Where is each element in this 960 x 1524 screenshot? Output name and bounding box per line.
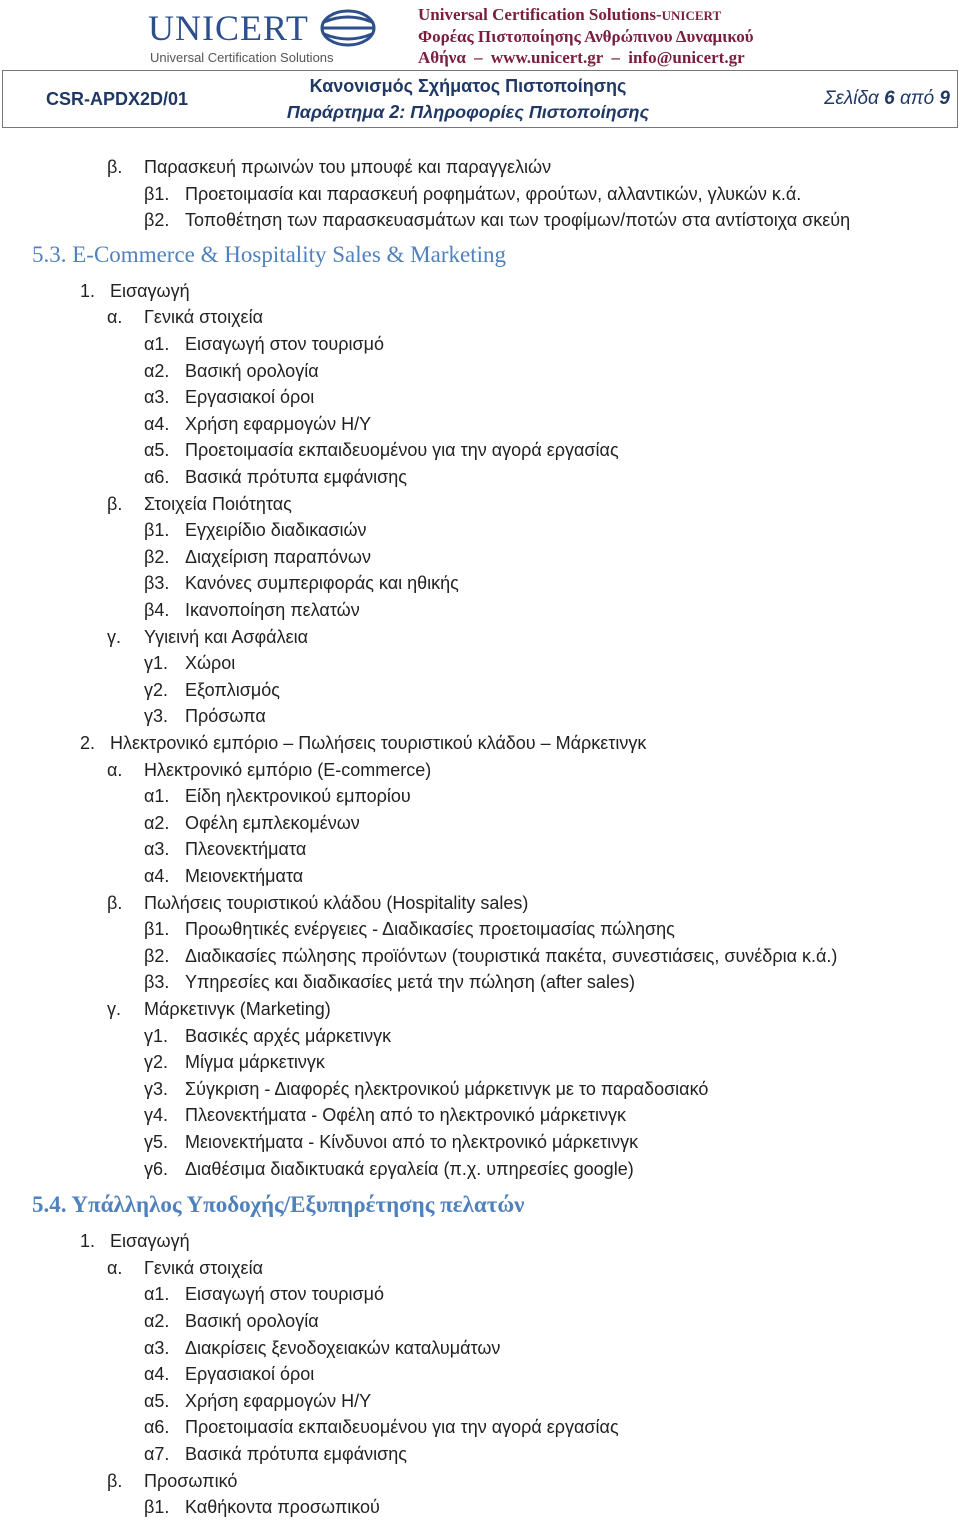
logo-wordmark: UNICERT <box>148 8 309 48</box>
outline-item <box>144 358 319 384</box>
outline-item-label: γ. <box>107 999 122 1019</box>
outline-item <box>144 597 360 623</box>
outline-item-label: α5. <box>144 440 170 461</box>
outline-item-text: Διακρίσεις ξενοδοχειακών καταλυμάτων <box>185 1337 501 1358</box>
outline-item <box>80 730 646 756</box>
outline-item-text: Μειονεκτήματα <box>185 866 304 886</box>
outline-item-label: β3. <box>144 573 170 594</box>
section-heading: 5.4. Υπάλληλος Υποδοχής/Εξυπηρέτησης πελατών <box>32 1192 525 1218</box>
outline-item-text: Προωθητικές ενέργειες - Διαδικασίες προετοιμασίας πώλησης <box>185 919 675 940</box>
outline-item-text: Βασικές αρχές μάρκετινγκ <box>185 1025 392 1046</box>
outline-item <box>80 278 190 304</box>
outline-item-text: Προσωπικό <box>144 1470 238 1491</box>
outline-item <box>107 304 263 330</box>
outline-item <box>144 411 371 437</box>
page-of: από <box>900 88 935 109</box>
outline-item <box>144 1414 619 1440</box>
outline-item-label: α7. <box>144 1444 170 1464</box>
outline-item-label: γ1. <box>144 1025 169 1046</box>
outline-item <box>144 1281 384 1307</box>
outline-item-label: α2. <box>144 360 170 381</box>
outline-item-text: Εισαγωγή στον τουρισμό <box>185 334 385 354</box>
org-email-link[interactable]: info@unicert.gr <box>628 48 745 67</box>
outline-item <box>144 464 407 490</box>
outline-item-text: Τοποθέτηση των παρασκευασμάτων και των τροφίμων/ποτών στα αντίστοιχα σκεύη <box>185 210 851 231</box>
outline-item <box>144 943 837 969</box>
globe-icon <box>318 8 378 48</box>
outline-item <box>144 1361 314 1387</box>
outline-item <box>107 154 551 180</box>
outline-item <box>144 650 235 676</box>
outline-item-text: Μειονεκτήματα - Κίνδυνοι από το ηλεκτρονικό μάρκετινγκ <box>185 1132 639 1152</box>
org-info <box>418 4 754 68</box>
outline-item-label: β. <box>107 157 123 177</box>
outline-item-text: Παρασκευή πρωινών του μπουφέ και παραγγελιών <box>144 157 552 177</box>
outline-item-text: Βασικά πρότυπα εμφάνισης <box>185 1444 407 1464</box>
outline-item <box>144 207 850 233</box>
outline-item-label: α. <box>107 307 123 328</box>
outline-item <box>107 757 431 783</box>
outline-item-text: Ηλεκτρονικό εμπόριο – Πωλήσεις τουριστικού κλάδου – Μάρκετινγκ <box>110 733 647 753</box>
outline-item-label: α3. <box>144 839 170 860</box>
doc-title-block <box>238 73 698 125</box>
outline-item <box>107 491 292 517</box>
page-indicator <box>824 73 950 125</box>
outline-item-text: Υπηρεσίες και διαδικασίες μετά την πώληση (after sales) <box>185 972 635 993</box>
outline-item-label: α1. <box>144 786 170 807</box>
outline-item-text: Πλεονεκτήματα <box>185 839 307 860</box>
outline-item <box>144 1335 500 1361</box>
outline-item-label: γ2. <box>144 1052 169 1073</box>
outline-item-text: Ικανοποίηση πελατών <box>185 600 360 620</box>
outline-item-label: β2. <box>144 210 170 231</box>
outline-item-text: Γενικά στοιχεία <box>144 1257 263 1278</box>
outline-item <box>144 783 411 809</box>
outline-item <box>107 890 528 916</box>
page-word: Σελίδα <box>824 88 879 109</box>
org-website-link[interactable]: www.unicert.gr <box>490 48 604 67</box>
outline-item-text: Διαθέσιμα διαδικτυακά εργαλεία (π.χ. υπηρεσίες google) <box>185 1158 634 1179</box>
outline-item-label: β. <box>107 1470 123 1491</box>
outline-item-label: γ4. <box>144 1105 169 1126</box>
outline-item <box>144 1441 407 1467</box>
outline-item-text: Κανόνες συμπεριφοράς και ηθικής <box>185 573 459 594</box>
outline-item <box>144 1023 391 1049</box>
outline-item-label: α6. <box>144 467 170 487</box>
outline-item-text: Βασική ορολογία <box>185 1311 319 1331</box>
outline-item <box>144 331 384 357</box>
outline-item <box>144 810 360 836</box>
outline-item-text: Εισαγωγή <box>110 1231 190 1252</box>
org-name-line <box>418 4 754 26</box>
outline-item-label: γ1. <box>144 653 169 674</box>
outline-item <box>144 1388 371 1414</box>
outline-item-text: Εισαγωγή <box>110 280 190 301</box>
outline-item-text: Χρήση εφαρμογών Η/Υ <box>185 413 372 434</box>
org-city: Αθήνα <box>418 48 466 67</box>
outline-item-label: β. <box>107 493 123 514</box>
outline-item-text: Πρόσωπα <box>185 706 266 727</box>
outline-item-label: γ3. <box>144 706 169 727</box>
outline-item-label: γ3. <box>144 1078 169 1099</box>
outline-item <box>144 437 619 463</box>
logo-tagline: Universal Certification Solutions <box>150 50 334 65</box>
outline-item-text: Εξοπλισμός <box>185 679 280 700</box>
outline-item-text: Εισαγωγή στον τουρισμό <box>185 1284 385 1305</box>
outline-item-text: Καθήκοντα προσωπικού <box>185 1497 380 1518</box>
org-name: Universal Certification Solutions- <box>418 5 662 24</box>
outline-item-label: α3. <box>144 1337 170 1358</box>
outline-item <box>144 863 303 889</box>
outline-item-label: γ. <box>107 626 122 647</box>
outline-item-text: Σύγκριση - Διαφορές ηλεκτρονικού μάρκετινγκ με το παραδοσιακό <box>185 1078 709 1099</box>
outline-item <box>144 677 280 703</box>
outline-item-label: α4. <box>144 1364 170 1385</box>
doc-title: Κανονισμός Σχήματος Πιστοποίησης <box>309 76 627 96</box>
outline-item-text: Χώροι <box>185 653 236 674</box>
outline-item <box>144 1156 634 1182</box>
outline-item-text: Εγχειρίδιο διαδικασιών <box>185 520 367 541</box>
outline-item <box>144 1102 626 1128</box>
outline-item-label: γ5. <box>144 1132 169 1152</box>
doc-code: CSR-APDX2D/01 <box>45 89 189 109</box>
outline-item <box>144 181 801 207</box>
outline-item-label: 2. <box>80 733 96 753</box>
outline-item-label: α2. <box>144 812 170 833</box>
outline-item-text: Μάρκετινγκ (Marketing) <box>144 999 331 1019</box>
outline-item-label: α4. <box>144 413 170 434</box>
outline-item <box>144 517 367 543</box>
outline-item-label: α5. <box>144 1390 170 1411</box>
section-heading: 5.3. E-Commerce & Hospitality Sales & Marketing <box>32 241 506 267</box>
outline-item-label: β1. <box>144 1497 170 1518</box>
outline-item-text: Γενικά στοιχεία <box>144 307 263 328</box>
outline-item <box>144 1494 380 1520</box>
outline-item-label: β3. <box>144 972 170 993</box>
outline-item-text: Πλεονεκτήματα - Οφέλη από το ηλεκτρονικό μάρκετινγκ <box>185 1105 626 1126</box>
outline-item <box>144 1308 319 1334</box>
outline-item-text: Βασικά πρότυπα εμφάνισης <box>185 467 407 487</box>
outline-item <box>144 916 675 942</box>
outline-item <box>107 1255 263 1281</box>
outline-item <box>144 1076 708 1102</box>
outline-item <box>107 624 308 650</box>
doc-subtitle: Παράρτημα 2: Πληροφορίες Πιστοποίησης <box>286 102 650 122</box>
org-description: Φορέας Πιστοποίησης Ανθρώπινου Δυναμικού <box>418 27 754 46</box>
org-name-caps: UNICERT <box>661 8 722 23</box>
outline-item-label: α. <box>107 1257 123 1278</box>
outline-item-label: α. <box>107 759 123 780</box>
org-dash: – <box>474 48 483 67</box>
outline-item <box>144 969 635 995</box>
outline-item <box>144 703 266 729</box>
outline-item-label: β1. <box>144 520 170 541</box>
outline-item <box>107 1468 237 1494</box>
outline-item <box>80 1228 190 1254</box>
outline-item-text: Προετοιμασία εκπαιδευομένου για την αγορά εργασίας <box>185 440 619 461</box>
outline-item <box>144 836 306 862</box>
outline-item-text: Στοιχεία Ποιότητας <box>144 493 292 514</box>
outline-item-text: Υγιεινή και Ασφάλεια <box>144 626 308 647</box>
outline-item-text: Χρήση εφαρμογών Η/Υ <box>185 1390 372 1411</box>
outline-item-label: α6. <box>144 1417 170 1438</box>
outline-item-label: α4. <box>144 866 170 886</box>
outline-item-text: Εργασιακοί όροι <box>185 1364 315 1385</box>
outline-item-label: β2. <box>144 945 170 966</box>
outline-item <box>144 570 459 596</box>
page-number: 6 <box>884 88 895 109</box>
outline-item <box>144 1049 325 1075</box>
outline-item-text: Διαχείριση παραπόνων <box>185 546 371 567</box>
outline-item-text: Προετοιμασία εκπαιδευομένου για την αγορά εργασίας <box>185 1417 619 1438</box>
outline-item-text: Οφέλη εμπλεκομένων <box>185 812 360 833</box>
outline-item-label: α1. <box>144 1284 170 1305</box>
outline-item-text: Ηλεκτρονικό εμπόριο (E-commerce) <box>144 759 432 780</box>
outline-item-text: Μίγμα μάρκετινγκ <box>185 1052 325 1073</box>
outline-item <box>144 544 371 570</box>
outline-item-label: 1. <box>80 1231 96 1252</box>
outline-item-label: α2. <box>144 1311 170 1331</box>
outline-item-text: Πωλήσεις τουριστικού κλάδου (Hospitality sales) <box>144 892 529 913</box>
outline-item-label: γ2. <box>144 679 169 700</box>
org-dash: – <box>611 48 621 67</box>
outline-item-text: Διαδικασίες πώλησης προϊόντων (τουριστικά πακέτα, συνεστιάσεις, συνέδρια κ.ά.) <box>185 945 838 966</box>
outline-item <box>107 996 331 1022</box>
outline-item-label: β2. <box>144 546 170 567</box>
page-total: 9 <box>939 88 950 109</box>
outline-item-label: β4. <box>144 600 170 620</box>
outline-item-text: Είδη ηλεκτρονικού εμπορίου <box>185 786 411 807</box>
org-contact-line <box>418 47 754 68</box>
outline-item-text: Βασική ορολογία <box>185 360 319 381</box>
outline-item-label: β1. <box>144 919 170 940</box>
outline-item-text: Προετοιμασία και παρασκευή ροφημάτων, φρούτων, αλλαντικών, γλυκών κ.ά. <box>185 183 802 204</box>
unicert-logo <box>148 6 380 68</box>
outline-item <box>144 384 314 410</box>
outline-item <box>144 1129 638 1155</box>
outline-item-text: Εργασιακοί όροι <box>185 387 315 408</box>
outline-item-label: 1. <box>80 280 96 301</box>
outline-item-label: γ6. <box>144 1158 169 1179</box>
outline-item-label: β. <box>107 892 123 913</box>
outline-item-label: β1. <box>144 183 170 204</box>
outline-item-label: α3. <box>144 387 170 408</box>
outline-item-label: α1. <box>144 334 170 354</box>
